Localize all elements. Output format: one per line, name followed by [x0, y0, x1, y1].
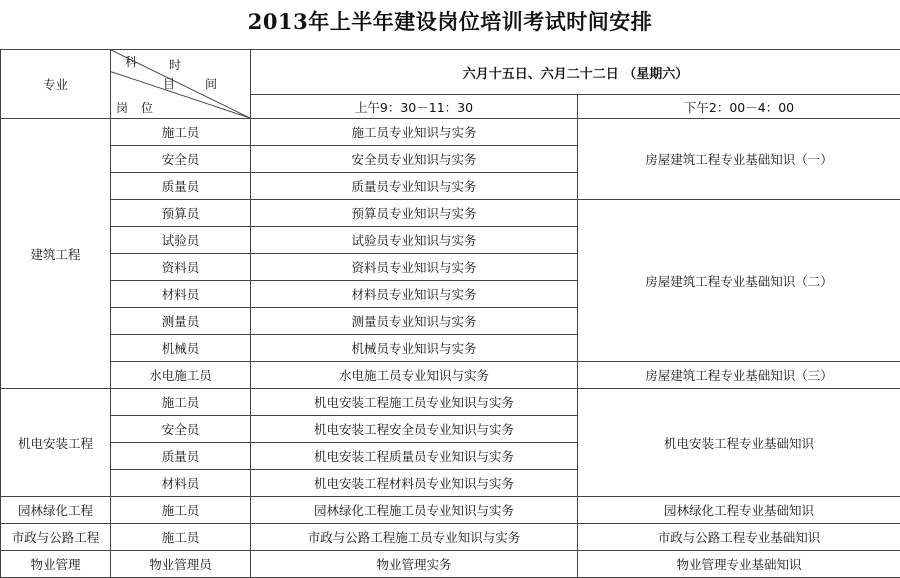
post-cell: 安全员	[111, 416, 251, 443]
post-cell: 水电施工员	[111, 362, 251, 389]
post-cell: 预算员	[111, 200, 251, 227]
exam-date: 六月十五日、六月二十二日 （星期六）	[251, 50, 900, 95]
major-municipal: 市政与公路工程	[1, 524, 111, 551]
morning-subject: 资料员专业知识与实务	[251, 254, 578, 281]
post-cell: 试验员	[111, 227, 251, 254]
post-cell: 施工员	[111, 119, 251, 146]
morning-subject: 物业管理实务	[251, 551, 578, 578]
diag-time-1: 时	[169, 56, 181, 73]
morning-subject: 水电施工员专业知识与实务	[251, 362, 578, 389]
afternoon-subject: 房屋建筑工程专业基础知识（一）	[578, 119, 900, 200]
diag-subject-2: 目	[163, 75, 175, 92]
diag-subject-1: 科	[125, 53, 137, 70]
afternoon-subject: 市政与公路工程专业基础知识	[578, 524, 900, 551]
afternoon-subject: 房屋建筑工程专业基础知识（三）	[578, 362, 900, 389]
major-property: 物业管理	[1, 551, 111, 578]
morning-subject: 机电安装工程质量员专业知识与实务	[251, 443, 578, 470]
post-cell: 测量员	[111, 308, 251, 335]
morning-subject: 市政与公路工程施工员专业知识与实务	[251, 524, 578, 551]
post-cell: 材料员	[111, 470, 251, 497]
morning-time: 上午9：30－11：30	[251, 95, 578, 119]
major-construction: 建筑工程	[1, 119, 111, 389]
afternoon-time: 下午2：00－4：00	[578, 95, 900, 119]
diag-post-2: 位	[141, 99, 153, 116]
morning-subject: 机械员专业知识与实务	[251, 335, 578, 362]
page-title: 2013年上半年建设岗位培训考试时间安排	[0, 0, 900, 48]
morning-subject: 预算员专业知识与实务	[251, 200, 578, 227]
header-major: 专业	[1, 50, 111, 119]
morning-subject: 施工员专业知识与实务	[251, 119, 578, 146]
morning-subject: 测量员专业知识与实务	[251, 308, 578, 335]
post-cell: 施工员	[111, 524, 251, 551]
post-cell: 施工员	[111, 497, 251, 524]
header-diagonal-cell	[111, 50, 251, 119]
afternoon-subject: 园林绿化工程专业基础知识	[578, 497, 900, 524]
diag-post-1: 岗	[116, 99, 128, 116]
morning-subject: 材料员专业知识与实务	[251, 281, 578, 308]
diag-time-2: 间	[205, 75, 217, 92]
afternoon-subject: 物业管理专业基础知识	[578, 551, 900, 578]
morning-subject: 质量员专业知识与实务	[251, 173, 578, 200]
morning-subject: 机电安装工程施工员专业知识与实务	[251, 389, 578, 416]
major-mep: 机电安装工程	[1, 389, 111, 497]
morning-subject: 园林绿化工程施工员专业知识与实务	[251, 497, 578, 524]
post-cell: 物业管理员	[111, 551, 251, 578]
post-cell: 资料员	[111, 254, 251, 281]
morning-subject: 机电安装工程安全员专业知识与实务	[251, 416, 578, 443]
schedule-table	[0, 49, 900, 578]
major-landscape: 园林绿化工程	[1, 497, 111, 524]
afternoon-subject: 房屋建筑工程专业基础知识（二）	[578, 200, 900, 362]
post-cell: 施工员	[111, 389, 251, 416]
post-cell: 安全员	[111, 146, 251, 173]
post-cell: 质量员	[111, 443, 251, 470]
post-cell: 质量员	[111, 173, 251, 200]
post-cell: 机械员	[111, 335, 251, 362]
morning-subject: 安全员专业知识与实务	[251, 146, 578, 173]
morning-subject: 机电安装工程材料员专业知识与实务	[251, 470, 578, 497]
afternoon-subject: 机电安装工程专业基础知识	[578, 389, 900, 497]
morning-subject: 试验员专业知识与实务	[251, 227, 578, 254]
post-cell: 材料员	[111, 281, 251, 308]
